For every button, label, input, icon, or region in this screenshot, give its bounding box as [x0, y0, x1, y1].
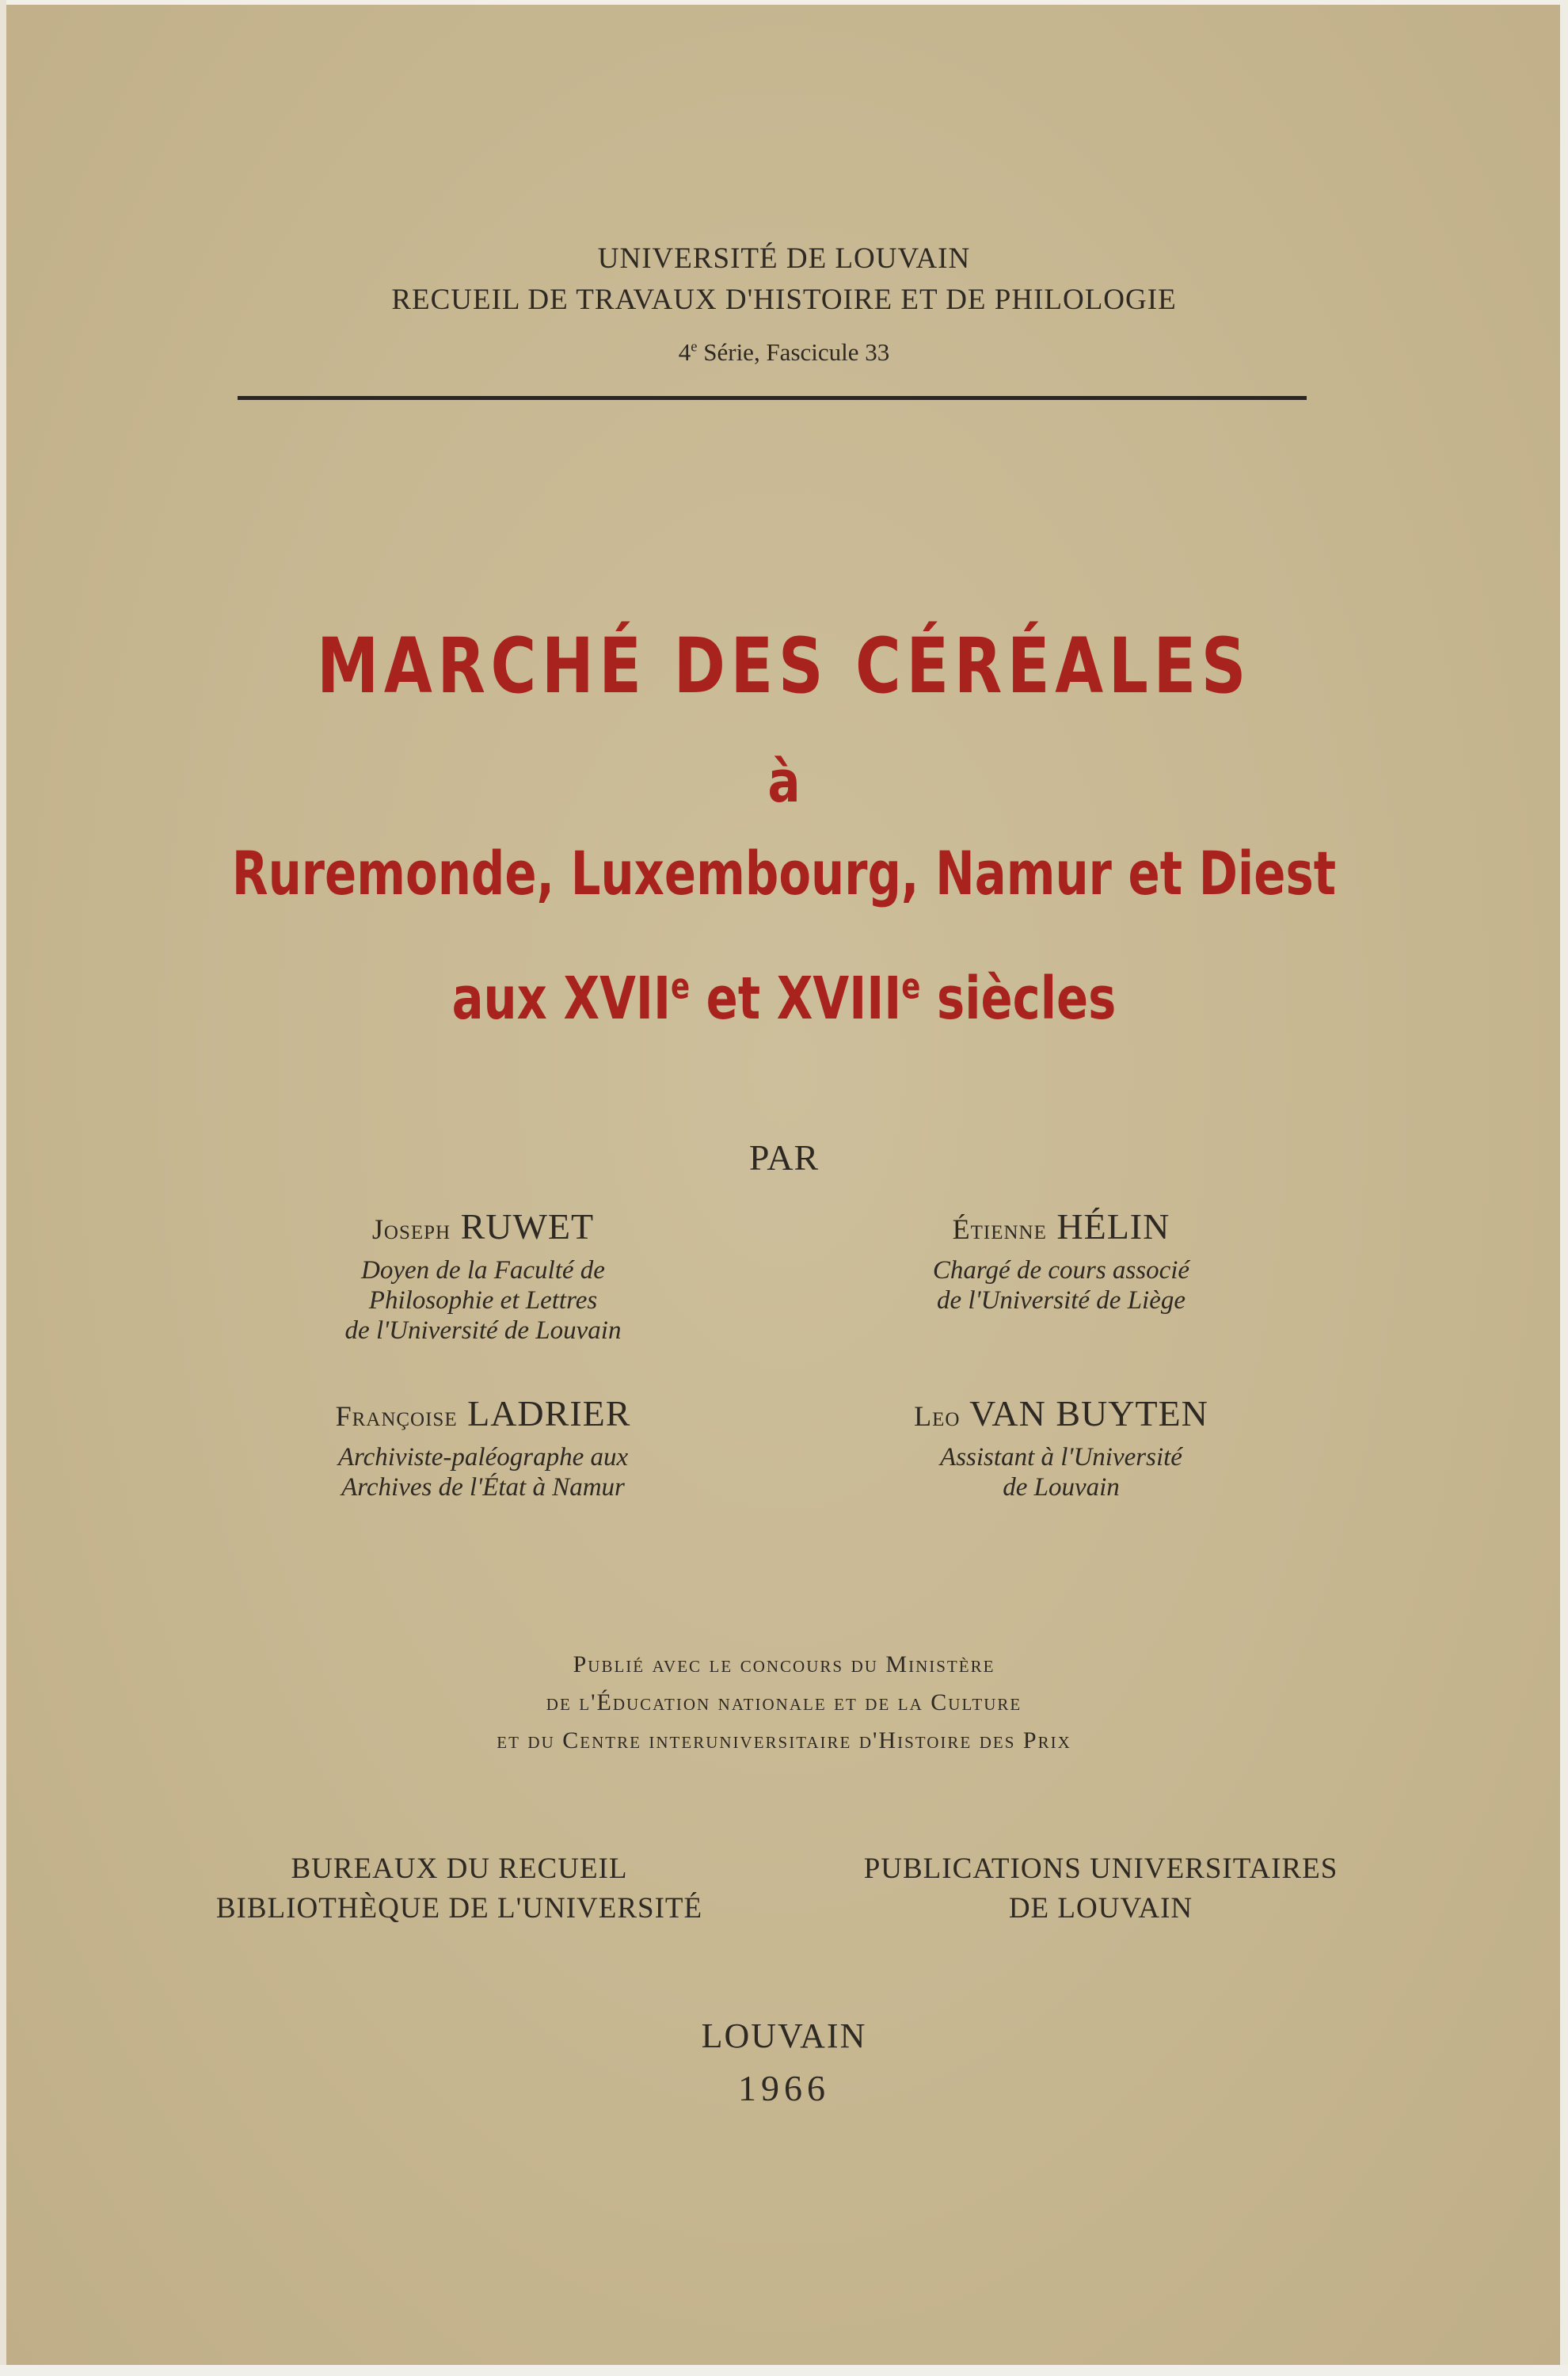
- imprint-right: PUBLICATIONS UNIVERSITAIRES DE LOUVAIN: [863, 1852, 1338, 1925]
- publication-city: LOUVAIN: [701, 2016, 867, 2055]
- author-helin: [744, 1205, 1378, 1316]
- header-rule: [238, 396, 1307, 400]
- publication-note-line-1: Publié avec le concours du Ministère: [573, 1651, 995, 1677]
- scan-edge-top: [0, 0, 1568, 5]
- author-name: Joseph RUWET: [371, 1206, 595, 1247]
- author-ladrier: [166, 1392, 800, 1502]
- publication-note-line-2: de l'Éducation nationale et de la Culture: [546, 1689, 1022, 1715]
- scan-edge-bottom: [0, 2365, 1568, 2376]
- author-name: Françoise LADRIER: [335, 1393, 631, 1434]
- publication-note-line-3: et du Centre interuniversitaire d'Histoire des Prix: [497, 1727, 1071, 1753]
- author-ruwet: [166, 1205, 800, 1346]
- title-line-3: Ruremonde, Luxembourg, Namur et Diest: [231, 838, 1337, 908]
- by-label: PAR: [748, 1137, 820, 1178]
- university-name: UNIVERSITÉ DE LOUVAIN: [597, 242, 971, 275]
- author-role: Chargé de cours associé de l'Université de Liège: [932, 1256, 1190, 1315]
- series-info: 4e Série, Fascicule 33: [678, 338, 890, 366]
- author-role: Assistant à l'Université de Louvain: [940, 1443, 1182, 1502]
- author-name: Leo VAN BUYTEN: [914, 1393, 1208, 1434]
- author-role: Doyen de la Faculté de Philosophie et Lettres de l'Université de Louvain: [344, 1256, 622, 1345]
- author-role: Archiviste-paléographe aux Archives de l'État à Namur: [337, 1443, 629, 1502]
- title-line-2: à: [767, 748, 801, 815]
- author-name: Étienne HÉLIN: [952, 1206, 1170, 1247]
- publication-year: 1966: [738, 2068, 830, 2108]
- title-line-4: aux XVIIe et XVIIIe siècles: [451, 965, 1117, 1033]
- imprint-left: BUREAUX DU RECUEIL BIBLIOTHÈQUE DE L'UNIVERSITÉ: [215, 1852, 703, 1925]
- author-van-buyten: [744, 1392, 1378, 1502]
- collection-name: RECUEIL DE TRAVAUX D'HISTOIRE ET DE PHILOLOGIE: [391, 284, 1177, 316]
- title-line-1: MARCHÉ DES CÉRÉALES: [316, 622, 1252, 710]
